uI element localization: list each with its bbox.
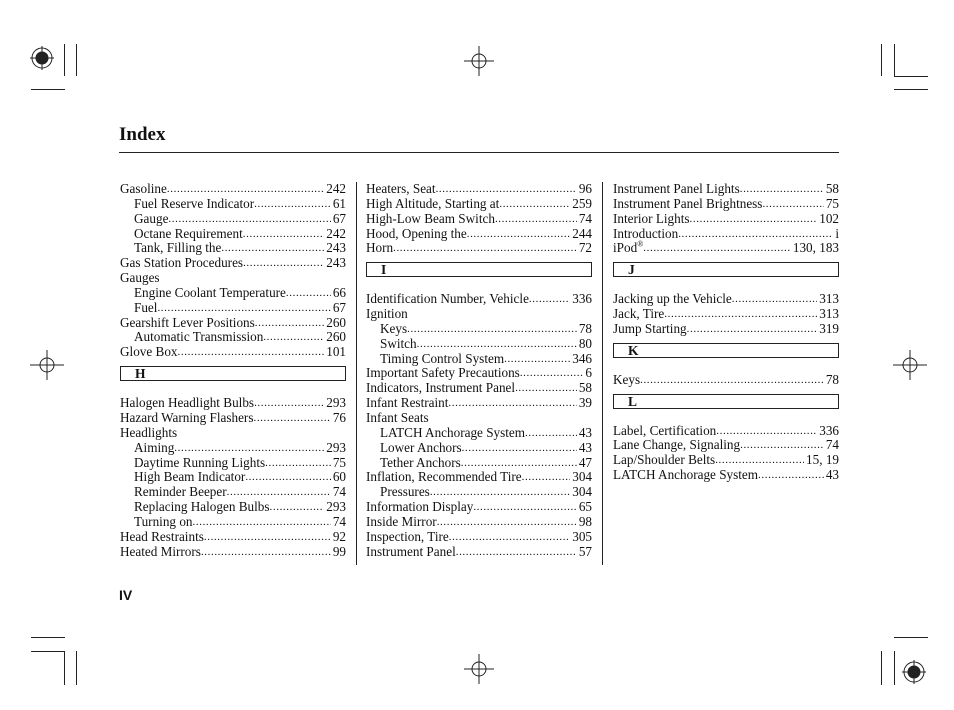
index-entry — [366, 470, 592, 485]
entry-page: 15, 19 — [806, 452, 839, 468]
index-entry — [366, 182, 592, 197]
entry-page: 67 — [332, 210, 346, 226]
dot-leader — [254, 396, 324, 411]
entry-page: 293 — [326, 499, 346, 515]
entry-label — [134, 456, 265, 471]
entry-label-text: Aiming — [134, 439, 175, 455]
section-letter-j: J — [613, 262, 839, 277]
entry-page: 242 — [326, 225, 346, 241]
entry-label-text: High Altitude, Starting at — [366, 195, 500, 211]
entry-label — [134, 515, 193, 530]
registered-mark: ® — [637, 239, 644, 249]
index-entry — [613, 307, 839, 322]
entry-page: 6 — [585, 365, 592, 381]
dot-leader — [270, 500, 325, 515]
entry-label-text: Automatic Transmission — [134, 329, 264, 345]
dot-leader — [462, 441, 577, 456]
index-entry — [613, 453, 839, 468]
index-entry — [366, 381, 592, 396]
dot-leader — [227, 485, 331, 500]
entry-label — [380, 426, 525, 441]
entry-label-text: LATCH Anchorage System — [613, 467, 759, 483]
entry-label-text: Inspection, Tire — [366, 528, 449, 544]
index-column-1 — [120, 182, 346, 559]
entry-label-text: Label, Certification — [613, 422, 717, 438]
entry-page: 243 — [326, 240, 346, 256]
column-divider — [602, 182, 603, 565]
entry-label — [120, 396, 254, 411]
dot-leader — [522, 470, 571, 485]
index-subentry — [120, 212, 346, 227]
index-entry — [366, 396, 592, 411]
dot-leader — [499, 197, 570, 212]
dot-leader — [716, 424, 817, 439]
entry-label — [134, 485, 227, 500]
page-title: Index — [119, 124, 166, 145]
dot-leader — [643, 241, 791, 256]
entry-label-text: Keys — [613, 371, 641, 387]
entry-label-text: Infant Restraint — [366, 395, 449, 411]
index-entry — [120, 256, 346, 271]
entry-label-text: Important Safety Precautions — [366, 365, 520, 381]
index-entry — [366, 366, 592, 381]
entry-label-text: Octane Requirement — [134, 225, 243, 241]
dot-leader — [473, 500, 577, 515]
index-entry — [120, 545, 346, 560]
entry-page: 92 — [332, 528, 346, 544]
section-letter-l: L — [613, 394, 839, 409]
entry-label — [613, 182, 740, 197]
entry-label-text: Tether Anchors — [380, 454, 461, 470]
index-entry — [613, 373, 839, 388]
index-subentry — [366, 485, 592, 500]
entry-label — [366, 292, 529, 307]
dot-leader — [678, 227, 833, 242]
entry-label-text: Turning on — [134, 513, 193, 529]
index-subentry — [366, 441, 592, 456]
index-heading: Infant Seats — [366, 409, 429, 425]
entry-page: 43 — [578, 439, 592, 455]
dot-leader — [690, 212, 818, 227]
column-divider — [356, 182, 357, 565]
page-number: IV — [119, 587, 133, 603]
dot-leader — [437, 515, 577, 530]
dot-leader — [393, 241, 577, 256]
entry-page: 57 — [578, 543, 592, 559]
entry-label-text: Gauge — [134, 210, 169, 226]
index-entry — [366, 515, 592, 530]
entry-label — [613, 322, 687, 337]
entry-page: 346 — [572, 350, 592, 366]
entry-page: 39 — [578, 395, 592, 411]
entry-page: 130, 183 — [792, 240, 839, 256]
entry-label-text: High-Low Beam Switch — [366, 210, 495, 226]
dot-leader — [178, 345, 325, 360]
entry-label — [366, 366, 520, 381]
index-entry — [613, 212, 839, 227]
dot-leader — [467, 227, 570, 242]
entry-label — [380, 337, 417, 352]
title-rule — [119, 152, 839, 153]
dot-leader — [456, 545, 577, 560]
dot-leader — [255, 316, 324, 331]
index-subentry — [120, 456, 346, 471]
entry-label-text: Timing Control System — [380, 350, 505, 366]
dot-leader — [254, 197, 331, 212]
index-entry — [613, 292, 839, 307]
entry-page: i — [835, 225, 839, 241]
dot-leader — [193, 515, 331, 530]
dot-leader — [449, 530, 570, 545]
index-subentry — [366, 352, 592, 367]
entry-page: 96 — [578, 181, 592, 196]
entry-page: 78 — [825, 371, 839, 387]
entry-label-text: Engine Coolant Temperature — [134, 284, 286, 300]
entry-label — [613, 438, 740, 453]
entry-label-text: Heaters, Seat — [366, 181, 436, 196]
dot-leader — [253, 411, 330, 426]
index-subentry — [120, 227, 346, 242]
dot-leader — [265, 456, 331, 471]
section-letter-h: H — [120, 366, 346, 381]
entry-page: 260 — [326, 329, 346, 345]
entry-label-text: High Beam Indicator — [134, 469, 246, 485]
entry-label-text: Tank, Filling the — [134, 240, 222, 256]
entry-label-text: Switch — [380, 335, 417, 351]
entry-label — [134, 470, 245, 485]
entry-label — [366, 530, 449, 545]
entry-label-text: Indicators, Instrument Panel — [366, 380, 516, 396]
index-entry — [613, 227, 839, 242]
entry-label-text: Gas Station Procedures — [120, 255, 244, 271]
entry-label — [366, 381, 515, 396]
entry-label — [134, 197, 254, 212]
entry-page: 336 — [819, 422, 839, 438]
index-subentry — [120, 441, 346, 456]
index-entry — [120, 411, 346, 426]
entry-page: 72 — [578, 240, 592, 256]
index-subentry — [120, 485, 346, 500]
dot-leader — [201, 545, 331, 560]
entry-label-text: Jack, Tire — [613, 306, 665, 322]
index-subentry — [120, 301, 346, 316]
entry-page: 305 — [572, 528, 592, 544]
dot-leader — [407, 322, 577, 337]
entry-label — [366, 515, 437, 530]
index-column-3 — [613, 182, 839, 483]
index-entry — [366, 241, 592, 256]
dot-leader — [263, 330, 324, 345]
entry-page: 259 — [572, 195, 592, 211]
entry-page: 75 — [332, 454, 346, 470]
dot-leader — [221, 241, 324, 256]
entry-page: 74 — [825, 437, 839, 453]
entry-label — [613, 292, 732, 307]
index-subentry — [120, 330, 346, 345]
entry-page: 43 — [825, 467, 839, 483]
index-subentry — [120, 470, 346, 485]
entry-label-text: LATCH Anchorage System — [380, 424, 526, 440]
entry-page: 80 — [578, 335, 592, 351]
entry-page: 313 — [819, 306, 839, 322]
entry-label — [613, 468, 758, 483]
entry-label-text: Instrument Panel — [366, 543, 456, 559]
entry-label — [134, 500, 270, 515]
entry-page: 260 — [326, 314, 346, 330]
dot-leader — [664, 307, 817, 322]
crosshair-icon — [464, 654, 494, 684]
entry-page: 304 — [572, 484, 592, 500]
entry-label — [120, 411, 253, 426]
entry-page: 293 — [326, 395, 346, 411]
entry-label — [120, 345, 178, 360]
index-entry — [120, 316, 346, 331]
index-entry — [366, 500, 592, 515]
index-subentry — [120, 515, 346, 530]
index-entry — [613, 197, 839, 212]
entry-page: 58 — [825, 181, 839, 196]
entry-label — [613, 307, 664, 322]
entry-label — [366, 241, 393, 256]
entry-label — [613, 241, 643, 256]
entry-page: 319 — [819, 320, 839, 336]
entry-label — [380, 352, 504, 367]
entry-label-text: Lane Change, Signaling — [613, 437, 741, 453]
dot-leader — [168, 212, 330, 227]
entry-label-text: Hood, Opening the — [366, 225, 467, 241]
entry-label — [613, 453, 715, 468]
entry-label — [134, 301, 157, 316]
entry-label-text: Horn — [366, 240, 394, 256]
entry-label — [380, 322, 407, 337]
crosshair-icon — [30, 350, 64, 380]
entry-label-text: Keys — [380, 320, 408, 336]
index-entry — [120, 345, 346, 360]
dot-leader — [715, 453, 804, 468]
dot-leader — [243, 256, 324, 271]
entry-label-text: Halogen Headlight Bulbs — [120, 395, 255, 411]
entry-label-text: Lap/Shoulder Belts — [613, 452, 716, 468]
entry-label-text: Heated Mirrors — [120, 543, 201, 559]
entry-label — [366, 182, 436, 197]
index-subentry — [366, 426, 592, 441]
index-heading: Gauges — [120, 270, 160, 286]
entry-page: 336 — [572, 291, 592, 307]
entry-label — [613, 197, 762, 212]
dot-leader — [740, 182, 824, 197]
dot-leader — [243, 227, 324, 242]
dot-leader — [245, 470, 330, 485]
entry-page: 98 — [578, 513, 592, 529]
dot-leader — [525, 426, 577, 441]
entry-label — [366, 227, 467, 242]
index-entry — [613, 182, 839, 197]
entry-page: 74 — [332, 513, 346, 529]
crosshair-icon — [893, 350, 927, 380]
entry-label-text: Interior Lights — [613, 210, 690, 226]
index-entry — [613, 241, 839, 256]
entry-label-text: Daytime Running Lights — [134, 454, 266, 470]
index-entry — [366, 292, 592, 307]
entry-label-text: Gasoline — [120, 181, 167, 196]
dot-leader — [740, 438, 824, 453]
entry-label-text: Jacking up the Vehicle — [613, 291, 732, 307]
entry-page: 75 — [825, 195, 839, 211]
entry-page: 244 — [572, 225, 592, 241]
entry-label-text: Glove Box — [120, 344, 178, 360]
index-column-2 — [366, 182, 592, 559]
dot-leader — [167, 182, 324, 197]
index-entry — [613, 322, 839, 337]
entry-label-text: Inside Mirror — [366, 513, 437, 529]
entry-label-text: Gearshift Lever Positions — [120, 314, 255, 330]
entry-page: 76 — [332, 409, 346, 425]
index-subentry — [120, 286, 346, 301]
index-entry — [366, 197, 592, 212]
dot-leader — [461, 456, 577, 471]
index-entry — [366, 212, 592, 227]
entry-label-text: Instrument Panel Lights — [613, 181, 740, 196]
entry-label — [134, 227, 243, 242]
dot-leader — [417, 337, 577, 352]
entry-label — [134, 241, 221, 256]
entry-label-text: Introduction — [613, 225, 679, 241]
index-heading: Headlights — [120, 424, 178, 440]
crosshair-icon — [464, 46, 494, 76]
entry-label — [380, 485, 430, 500]
entry-page: 102 — [819, 210, 839, 226]
entry-label-text: Fuel Reserve Indicator — [134, 195, 255, 211]
entry-label-text: Fuel — [134, 299, 158, 315]
index-subentry — [120, 241, 346, 256]
entry-label-text: Replacing Halogen Bulbs — [134, 499, 270, 515]
entry-label — [366, 197, 499, 212]
index-entry — [366, 545, 592, 560]
dot-leader — [520, 366, 584, 381]
entry-page: 61 — [332, 195, 346, 211]
index-entry — [613, 438, 839, 453]
index-entry — [120, 182, 346, 197]
entry-page: 313 — [819, 291, 839, 307]
dot-leader — [436, 182, 577, 197]
entry-label — [120, 530, 204, 545]
entry-label — [120, 545, 201, 560]
entry-label — [366, 500, 473, 515]
entry-page: 65 — [578, 499, 592, 515]
index-subentry — [120, 197, 346, 212]
section-letter-k: K — [613, 343, 839, 358]
entry-label — [134, 330, 263, 345]
index-subentry — [366, 456, 592, 471]
dot-leader — [515, 381, 577, 396]
entry-label — [613, 212, 690, 227]
entry-page: 43 — [578, 424, 592, 440]
entry-label — [366, 545, 456, 560]
index-subentry — [366, 337, 592, 352]
entry-page: 74 — [332, 484, 346, 500]
index-entry — [120, 530, 346, 545]
index-subentry — [366, 322, 592, 337]
entry-page: 67 — [332, 299, 346, 315]
dot-leader — [495, 212, 577, 227]
dot-leader — [286, 286, 331, 301]
entry-label — [134, 286, 286, 301]
entry-label-text: Reminder Beeper — [134, 484, 227, 500]
dot-leader — [157, 301, 330, 316]
entry-label — [613, 424, 716, 439]
entry-page: 243 — [326, 255, 346, 271]
entry-label — [380, 456, 461, 471]
entry-page: 99 — [332, 543, 346, 559]
entry-label — [134, 212, 168, 227]
entry-page: 58 — [578, 380, 592, 396]
dot-leader — [430, 485, 570, 500]
dot-leader — [762, 197, 823, 212]
entry-label-text: Hazard Warning Flashers — [120, 409, 254, 425]
dot-leader — [758, 468, 824, 483]
index-heading: Ignition — [366, 306, 408, 322]
dot-leader — [174, 441, 324, 456]
entry-label-text: Head Restraints — [120, 528, 204, 544]
entry-label — [366, 470, 522, 485]
entry-label — [366, 212, 495, 227]
entry-label-text: Pressures — [380, 484, 430, 500]
entry-label — [380, 441, 462, 456]
entry-label — [613, 373, 640, 388]
entry-label — [120, 316, 255, 331]
entry-label — [134, 441, 174, 456]
index-entry — [613, 424, 839, 439]
entry-label — [366, 396, 448, 411]
dot-leader — [504, 352, 570, 367]
dot-leader — [687, 322, 818, 337]
dot-leader — [529, 292, 570, 307]
section-letter-i: I — [366, 262, 592, 277]
dot-leader — [204, 530, 331, 545]
index-entry — [366, 530, 592, 545]
entry-page: 242 — [326, 181, 346, 196]
entry-label-text: Inflation, Recommended Tire — [366, 469, 522, 485]
entry-page: 78 — [578, 320, 592, 336]
entry-label-text: Instrument Panel Brightness — [613, 195, 763, 211]
entry-page: 304 — [572, 469, 592, 485]
registration-target-icon — [902, 658, 926, 686]
entry-page: 293 — [326, 439, 346, 455]
entry-page: 60 — [332, 469, 346, 485]
dot-leader — [640, 373, 824, 388]
dot-leader — [448, 396, 576, 411]
entry-page: 74 — [578, 210, 592, 226]
entry-page: 47 — [578, 454, 592, 470]
index-subentry — [120, 500, 346, 515]
entry-label — [120, 182, 167, 197]
entry-label-text: Information Display — [366, 499, 474, 515]
registration-target-icon — [30, 44, 54, 72]
index-entry — [613, 468, 839, 483]
entry-page: 101 — [326, 344, 346, 360]
entry-label-text: Lower Anchors — [380, 439, 462, 455]
dot-leader — [732, 292, 817, 307]
entry-label-text: Jump Starting — [613, 320, 687, 336]
entry-page: 66 — [332, 284, 346, 300]
entry-label — [120, 256, 243, 271]
index-entry — [366, 227, 592, 242]
index-entry — [120, 396, 346, 411]
entry-label-text: Identification Number, Vehicle — [366, 291, 529, 307]
entry-label-text: iPod — [613, 240, 638, 256]
